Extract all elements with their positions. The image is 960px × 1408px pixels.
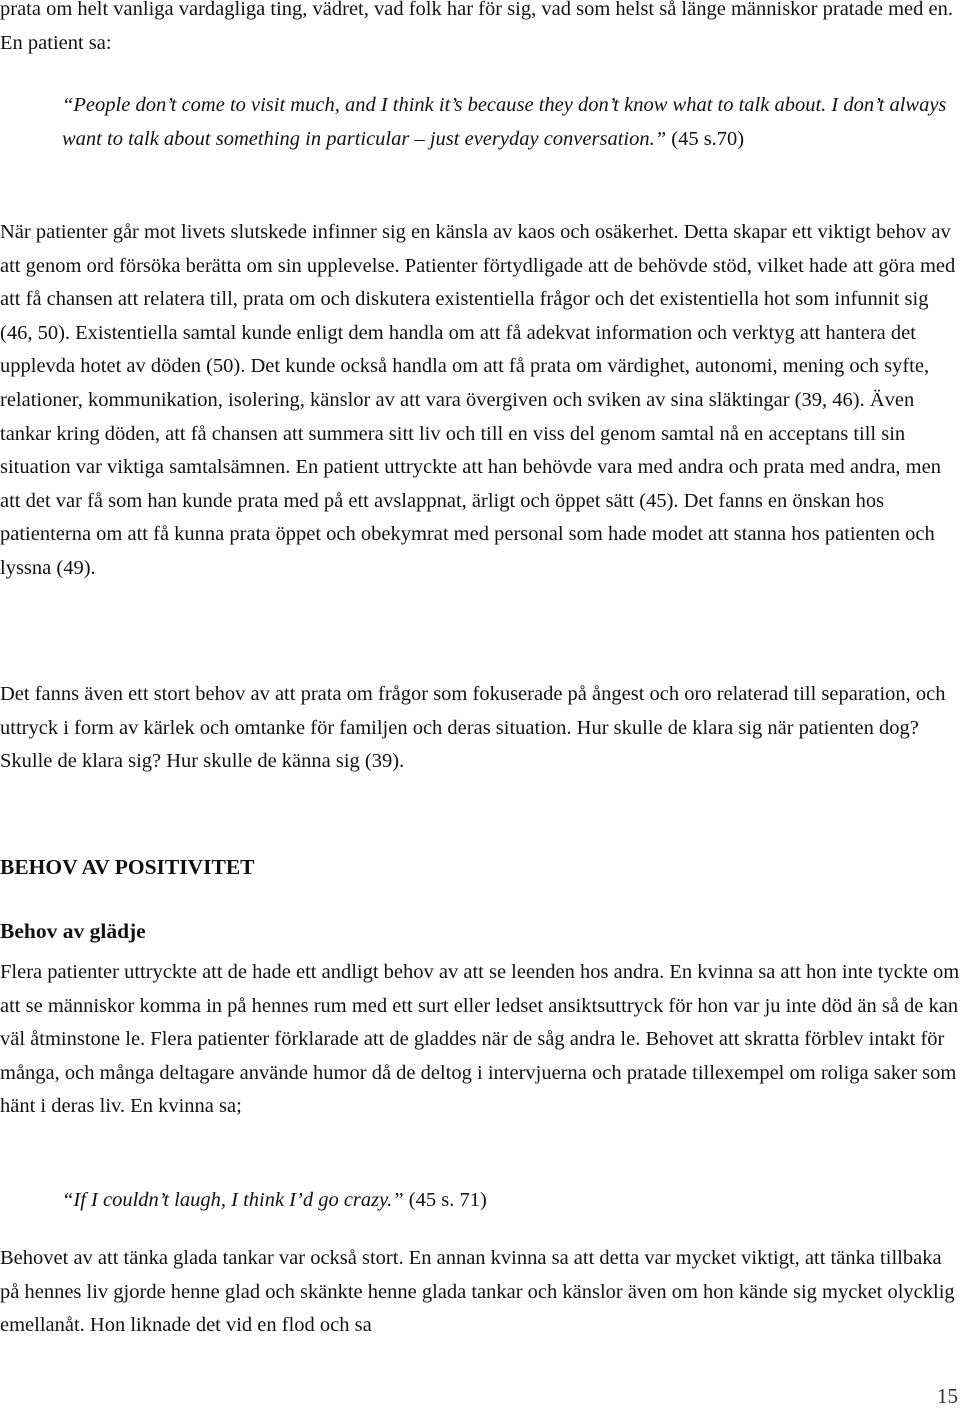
intro-paragraph: prata om helt vanliga vardagliga ting, vädret, vad folk har för sig, vad som helst så länge människor pratade med en. En patient sa: xyxy=(0,0,953,54)
body-paragraph-4: Behovet av att tänka glada tankar var också stort. En annan kvinna sa att detta var mycket viktigt, att tänka tillbaka på hennes liv gjorde henne glad och skänkte henne glada tankar och känslor även om hon kände sig mycket olycklig emellanåt. Hon liknade det vid en flod och sa xyxy=(0,1247,955,1337)
body-paragraph-3: Flera patienter uttryckte att de hade ett andligt behov av att se leenden hos andra. En kvinna sa att hon inte tyckte om att se människor komma in på hennes rum med ett surt eller ledset ansiktsuttryck för hon var ju inte död än så de kan väl åtminstone le. Flera patienter förklarade att de gladdes när de såg andra le. Behovet att skratta förblev intakt för många, och många deltagare använde humor då de deltog i intervjuerna och pratade tillexempel om roliga saker som hänt i deras liv. En kvinna sa; xyxy=(0,961,960,1118)
block-quote-2 xyxy=(0,1183,960,1217)
quote-text: “If I couldn’t laugh, I think I’d go crazy.” xyxy=(62,1189,404,1211)
quote-citation: (45 s. 71) xyxy=(403,1189,487,1211)
page-number: 15 xyxy=(937,1384,958,1408)
quote-citation: (45 s.70) xyxy=(666,128,745,150)
section-heading: BEHOV AV POSITIVITET xyxy=(0,855,255,879)
quote-text: “People don’t come to visit much, and I think it’s because they don’t know what to talk about. I don’t always want to talk about something in particular – just everyday conversation.” xyxy=(62,94,947,150)
body-paragraph-1: När patienter går mot livets slutskede infinner sig en känsla av kaos och osäkerhet. Detta skapar ett viktigt behov av att genom ord försöka berätta om sin upplevelse. Patienter förtydligade att de behövde stöd, vilket hade att göra med att få chansen att relatera till, prata om och diskutera existentiella frågor och det existentiella hot som infunnit sig (46, 50). Existentiella samtal kunde enligt dem handla om att få adekvat information och verktyg att hantera det upplevda hotet av döden (50). Det kunde också handla om att få prata om värdighet, autonomi, mening och syfte, relationer, kommunikation, isolering, känslor av att vara övergiven och sviken av sina släktingar (39, 46). Även tankar kring döden, att få chansen att summera sitt liv och till en viss del genom samtal nå en acceptans till sin situation var viktiga samtalsämnen. En patient uttryckte att han behövde vara med andra och prata med andra, men att det var få som han kunde prata med på ett avslappnat, ärligt och öppet sätt (45). Det fanns en önskan hos patienterna om att få kunna prata öppet och obekymrat med personal som hade modet att stanna hos patienten och lyssna (49). xyxy=(0,221,956,579)
body-paragraph-2: Det fanns även ett stort behov av att prata om frågor som fokuserade på ångest och oro relaterad till separation, och uttryck i form av kärlek och omtanke för familjen och deras situation. Hur skulle de klara sig när patienten dog? Skulle de klara sig? Hur skulle de känna sig (39). xyxy=(0,683,946,773)
block-quote-1 xyxy=(0,88,960,156)
subsection-heading: Behov av glädje xyxy=(0,919,146,943)
